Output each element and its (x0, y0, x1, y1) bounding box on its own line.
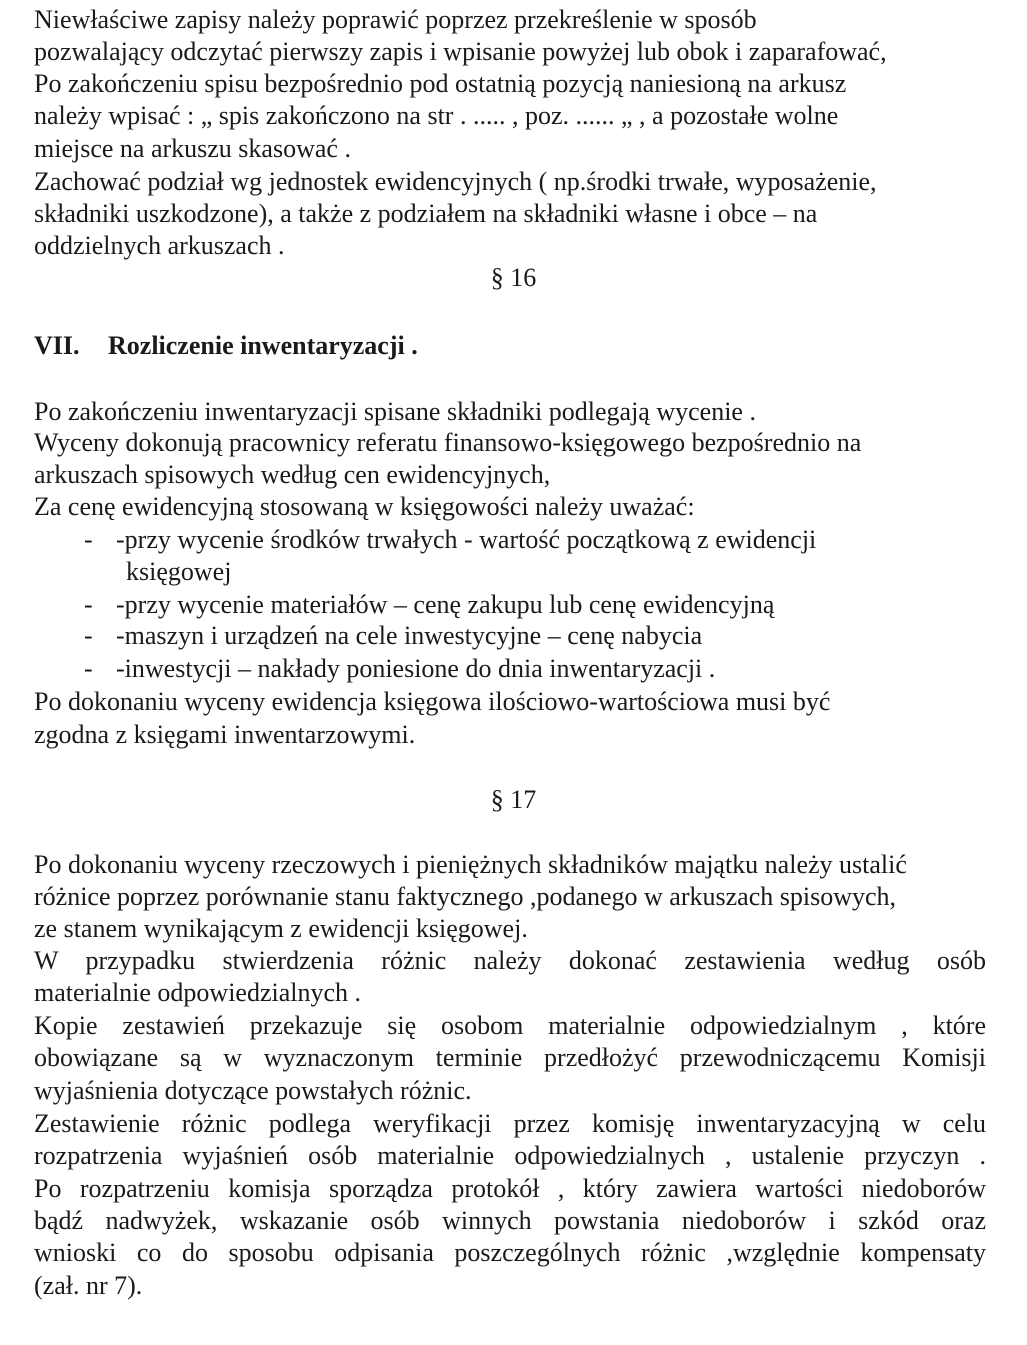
list-item (84, 524, 816, 556)
text-line: należy wpisać : „ spis zakończono na str . ..... , poz. ...... „ , a pozostałe wolne (34, 101, 839, 130)
text-line: Kopie zestawień przekazuje się osobom materialnie odpowiedzialnym , które (34, 1011, 986, 1040)
paragraph-number-16: § 16 (490, 263, 537, 292)
text-line: Niewłaściwe zapisy należy poprawić poprzez przekreślenie w sposób (34, 5, 757, 34)
text-line: wyjaśnienia dotyczące powstałych różnic. (34, 1076, 472, 1105)
text-line: oddzielnych arkuszach . (34, 231, 285, 260)
list-item-text: -przy wycenie materiałów – cenę zakupu lub cenę ewidencyjną (116, 590, 775, 619)
text-line: Po dokonaniu wyceny ewidencja księgowa ilościowo-wartościowa musi być (34, 687, 831, 716)
list-item-text: -przy wycenie środków trwałych - wartość początkową z ewidencji (116, 525, 817, 554)
section-heading (34, 330, 418, 362)
text-line: Zachować podział wg jednostek ewidencyjnych ( np.środki trwałe, wyposażenie, (34, 167, 877, 196)
list-item-continuation: księgowej (126, 557, 232, 586)
text-line: Po zakończeniu inwentaryzacji spisane składniki podlegają wycenie . (34, 397, 756, 426)
text-line: Wyceny dokonują pracownicy referatu finansowo-księgowego bezpośrednio na (34, 428, 862, 457)
text-line: Po rozpatrzeniu komisja sporządza protokół , który zawiera wartości niedoborów (34, 1174, 986, 1203)
section-number: VII. (34, 331, 80, 360)
text-line: składniki uszkodzone), a także z podziałem na składniki własne i obce – na (34, 199, 818, 228)
text-line: pozwalający odczytać pierwszy zapis i wpisanie powyżej lub obok i zaparafować, (34, 37, 887, 66)
list-item-text: -maszyn i urządzeń na cele inwestycyjne – cenę nabycia (116, 621, 703, 650)
list-dash: - (84, 654, 93, 683)
text-line: wnioski co do sposobu odpisania poszczególnych różnic ,względnie kompensaty (34, 1238, 986, 1267)
text-line: miejsce na arkuszu skasować . (34, 134, 351, 163)
text-line: (zał. nr 7). (34, 1271, 143, 1300)
paragraph-number-17: § 17 (490, 785, 537, 814)
text-line: Po zakończeniu spisu bezpośrednio pod ostatnią pozycją naniesioną na arkusz (34, 69, 847, 98)
section-title: Rozliczenie inwentaryzacji . (108, 331, 418, 360)
list-dash: - (84, 525, 93, 554)
text-line: bądź nadwyżek, wskazanie osób winnych powstania niedoborów i szkód oraz (34, 1206, 986, 1235)
text-line: W przypadku stwierdzenia różnic należy dokonać zestawienia według osób (34, 946, 986, 975)
text-line: Zestawienie różnic podlega weryfikacji przez komisję inwentaryzacyjną w celu (34, 1109, 986, 1138)
text-line: Po dokonaniu wyceny rzeczowych i pieniężnych składników majątku należy ustalić (34, 850, 907, 879)
text-line: obowiązane są w wyznaczonym terminie przedłożyć przewodniczącemu Komisji (34, 1043, 986, 1072)
text-line: zgodna z księgami inwentarzowymi. (34, 720, 416, 749)
list-dash: - (84, 590, 93, 619)
text-line: Za cenę ewidencyjną stosowaną w księgowości należy uważać: (34, 492, 695, 521)
list-item (84, 589, 774, 621)
list-item-text: -inwestycji – nakłady poniesione do dnia inwentaryzacji . (116, 654, 716, 683)
list-dash: - (84, 621, 93, 650)
list-item (84, 620, 702, 652)
list-item (84, 653, 715, 685)
text-line: ze stanem wynikającym z ewidencji księgowej. (34, 914, 528, 943)
text-line: arkuszach spisowych według cen ewidencyjnych, (34, 460, 551, 489)
text-line: rozpatrzenia wyjaśnień osób materialnie odpowiedzialnych , ustalenie przyczyn . (34, 1141, 986, 1170)
text-line: materialnie odpowiedzialnych . (34, 978, 362, 1007)
text-line: różnice poprzez porównanie stanu faktycznego ,podanego w arkuszach spisowych, (34, 882, 897, 911)
